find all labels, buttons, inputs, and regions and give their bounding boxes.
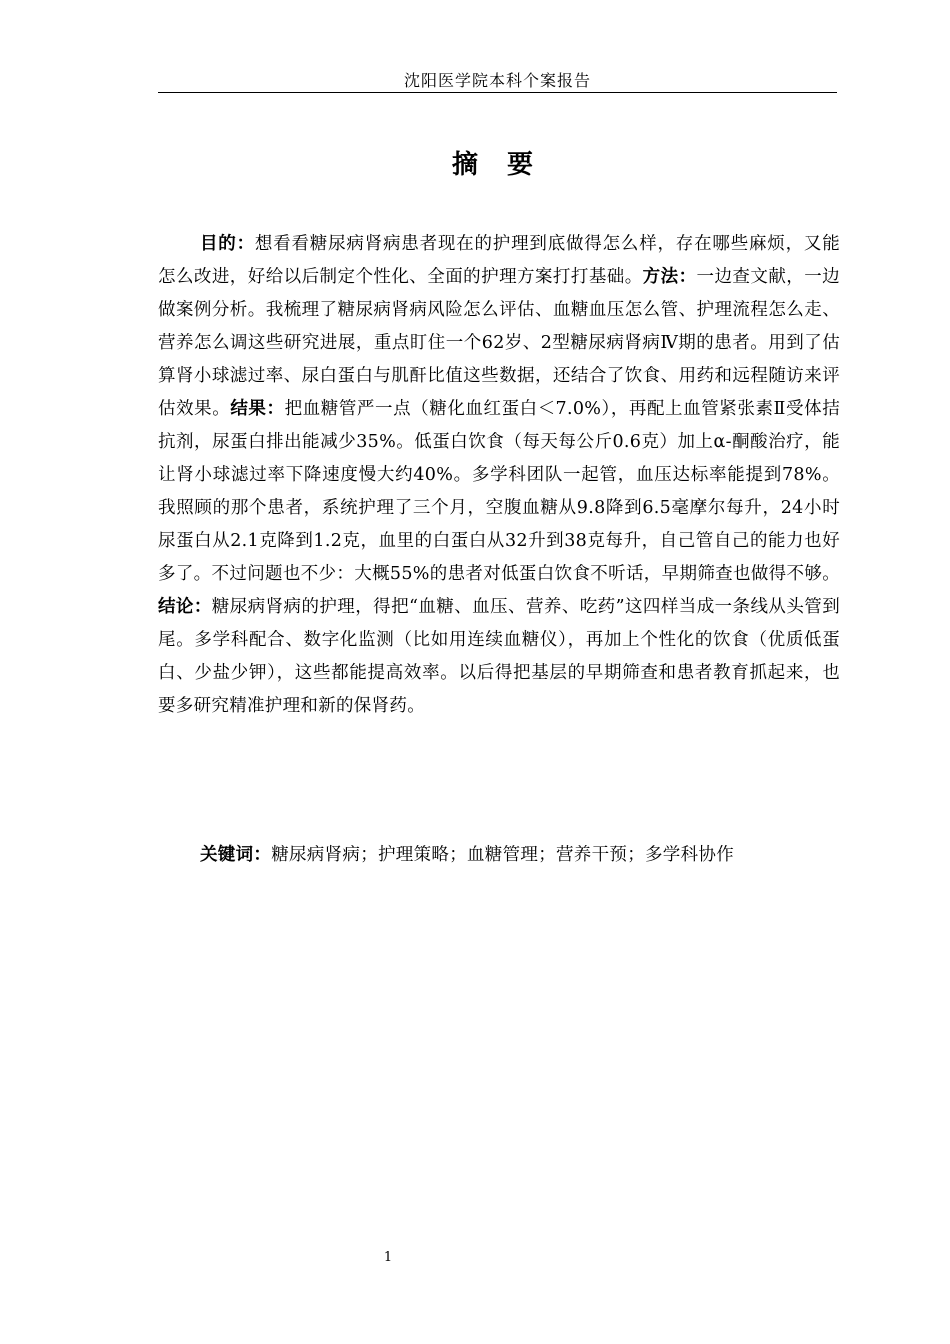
page-title: 摘 要: [451, 150, 544, 180]
method-text: 一边查文献，一边做案例分析。我梳理了糖尿病肾病风险怎么评估、血糖血压怎么管、护理流程怎么走、营养怎么调这些研究进展，重点盯住一个62岁、2型糖尿病肾病Ⅳ期的患者。用到了估算肾小球滤过率、尿白蛋白与肌酐比值这些数据，还结合了饮食、用药和远程随访来评估效果。: [158, 267, 840, 419]
abstract-paragraph: [158, 228, 840, 723]
keywords-text: 糖尿病肾病；护理策略；血糖管理；营养干预；多学科协作: [271, 845, 735, 865]
keywords-label: 关键词：: [200, 845, 272, 865]
conclusion-label: 结论：: [158, 597, 212, 617]
purpose-text: 想看看糖尿病肾病患者现在的护理到底做得怎么样，存在哪些麻烦，又能怎么改进，好给以后制定个性化、全面的护理方案打打基础。: [158, 234, 840, 287]
running-header: 沈阳医学院本科个案报告: [403, 71, 591, 90]
result-label: 结果：: [230, 399, 285, 419]
purpose-label: 目的：: [200, 234, 255, 254]
method-label: 方法：: [642, 267, 697, 287]
page-number: 1: [383, 1250, 393, 1265]
result-text: 把血糖管严一点（糖化血红蛋白＜7.0%），再配上血管紧张素Ⅱ受体拮抗剂，尿蛋白排出能减少35%。低蛋白饮食（每天每公斤0.6克）加上α-酮酸治疗，能让肾小球滤过率下降速度慢大约40%。多学科团队一起管，血压达标率能提到78%。我照顾的那个患者，系统护理了三个月，空腹血糖从9.8降到6.5毫摩尔每升，24小时尿蛋白从2.1克降到1.2克，血里的白蛋白从32升到38克每升，自己管自己的能力也好多了。不过问题也不少：大概55%的患者对低蛋白饮食不听话，早期筛查也做得不够。: [158, 399, 840, 584]
keywords-line: [158, 839, 837, 872]
header-divider: [158, 92, 837, 93]
conclusion-text: 糖尿病肾病的护理，得把“血糖、血压、营养、吃药”这四样当成一条线从头管到尾。多学科配合、数字化监测（比如用连续血糖仪），再加上个性化的饮食（优质低蛋白、少盐少钾），这些都能提高效率。以后得把基层的早期筛查和患者教育抓起来，也要多研究精准护理和新的保肾药。: [158, 597, 840, 716]
